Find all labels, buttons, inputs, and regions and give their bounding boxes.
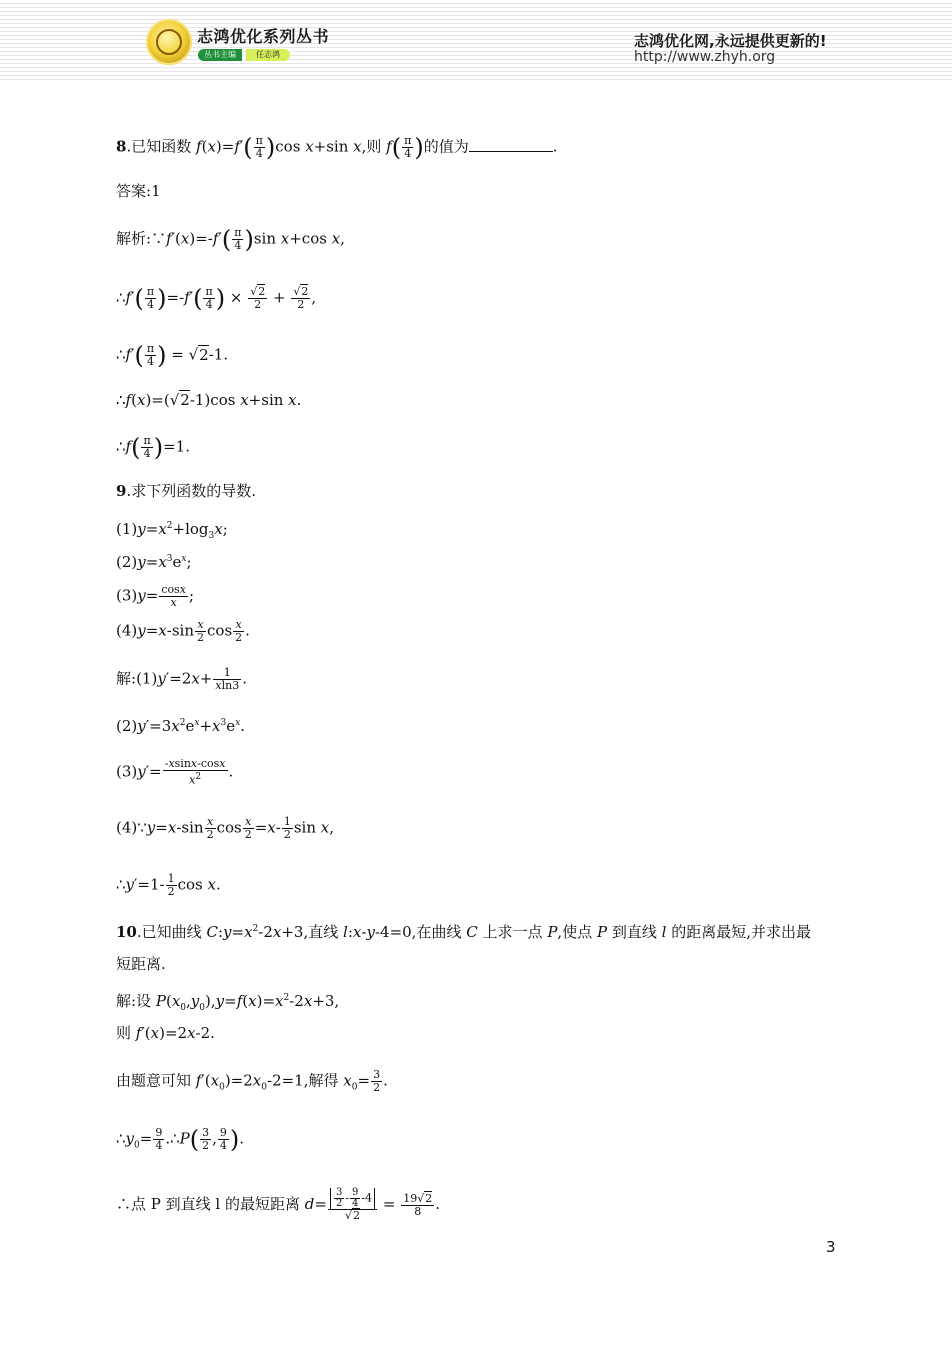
solution-10-line-5: ∴点 P 到直线 l 的最短距离 d= $\frac{3}{2}$ - $\frac{9}{4}$ -4 √2 = $\frac{19√2}{8}$ . <box>116 1187 441 1222</box>
solution-10-line-4: $\therefore y_0=$ $\frac{9}{4}$ .∴P( $\frac{3}{2}$ , $\frac{9}{4}$ ). <box>116 1125 245 1154</box>
solution-9-part-4: (4)∵y=x-sin $\frac{x}{2}$ cos $\frac{x}{2}$ =x- $\frac{1}{2}$ sin x, <box>116 815 335 841</box>
analysis-line-5: ∴f( $\frac{\pi}{4}$ )=1. <box>116 433 190 462</box>
page-number: 3 <box>826 1238 836 1256</box>
analysis-line-1: 解析:∵f′(x)=-f′( $\frac{\pi}{4}$ )sin x+cos x, <box>116 225 345 254</box>
problem-9-part-4: (4)y=x-sin $\frac{x}{2}$ cos $\frac{x}{2}$ . <box>116 618 250 644</box>
brand-editor-label: 丛书主编 <box>198 49 242 61</box>
solution-9-part-3: (3)y′= $\frac{-xsinx-\cos x}{x^2}$ . <box>116 757 234 787</box>
analysis-line-4: ∴f(x)=(√2-1)cos x+sin x. <box>116 391 302 409</box>
answer-line: 答案:1 <box>116 182 161 200</box>
solution-9-part-2: $(2)y'=3x^2e^x+x^3e^x$. <box>116 717 245 735</box>
solution-9-part-1: 解:(1)y′=2x+ $\frac{1}{xln3}$ . <box>116 666 247 692</box>
brand-editor-name: 任志鸿 <box>246 49 290 61</box>
problem-9-part-3: (3)y= $\frac{\cos x}{x}$ ; <box>116 583 195 609</box>
problem-9-part-2: $(2)y=x^3e^x$; <box>116 553 192 571</box>
solution-10-line-1: 解:设 $P(x_0,y_0),y=f(x)=x^2-2x+3$, <box>116 992 340 1013</box>
problem-10-stem-line2: 短距离. <box>116 955 166 973</box>
problem-10-stem-line1: 10.已知曲线 $C:y=x^2-2x+3$,直线 l:x-y-4=0,在曲线 C 上求一点 P,使点 P 到直线 l 的距离最短,并求出最 <box>116 923 812 941</box>
solution-10-line-3: 由题意可知 $f'(x_0)=2x_0-2=1$,解得 $x_0=$ $\frac{3}{2}$ . <box>116 1068 388 1094</box>
solution-10-line-2: 则 f′(x)=2x-2. <box>116 1024 215 1042</box>
site-slogan: 志鸿优化网,永远提供更新的! <box>634 32 827 50</box>
problem-9-stem: 9.求下列函数的导数. <box>116 482 256 500</box>
problem-8-stem: 8.已知函数 f(x)=f′( $\frac{\pi}{4}$ )cos x+sin x,则 f( $\frac{\pi}{4}$ )的值为 . <box>116 133 558 162</box>
site-url-link[interactable]: http://www.zhyh.org <box>634 49 776 65</box>
brand-title: 志鸿优化系列丛书 <box>197 27 330 46</box>
brand-logo-icon <box>146 19 192 65</box>
answer-blank <box>469 137 553 152</box>
solution-9-part-4b: ∴y′=1- $\frac{1}{2}$ cos x. <box>116 872 221 898</box>
analysis-line-3: ∴f′( $\frac{\pi}{4}$ ) = √2-1. <box>116 341 229 370</box>
analysis-line-2: ∴f′( $\frac{\pi}{4}$ )=-f′( $\frac{\pi}{4}$ ) × $\frac{√2}{2}$ + $\frac{√2}{2}$ , <box>116 284 317 313</box>
problem-9-part-1: $(1)y=x^2+\log_3x$; <box>116 520 228 541</box>
page-header <box>0 0 952 80</box>
